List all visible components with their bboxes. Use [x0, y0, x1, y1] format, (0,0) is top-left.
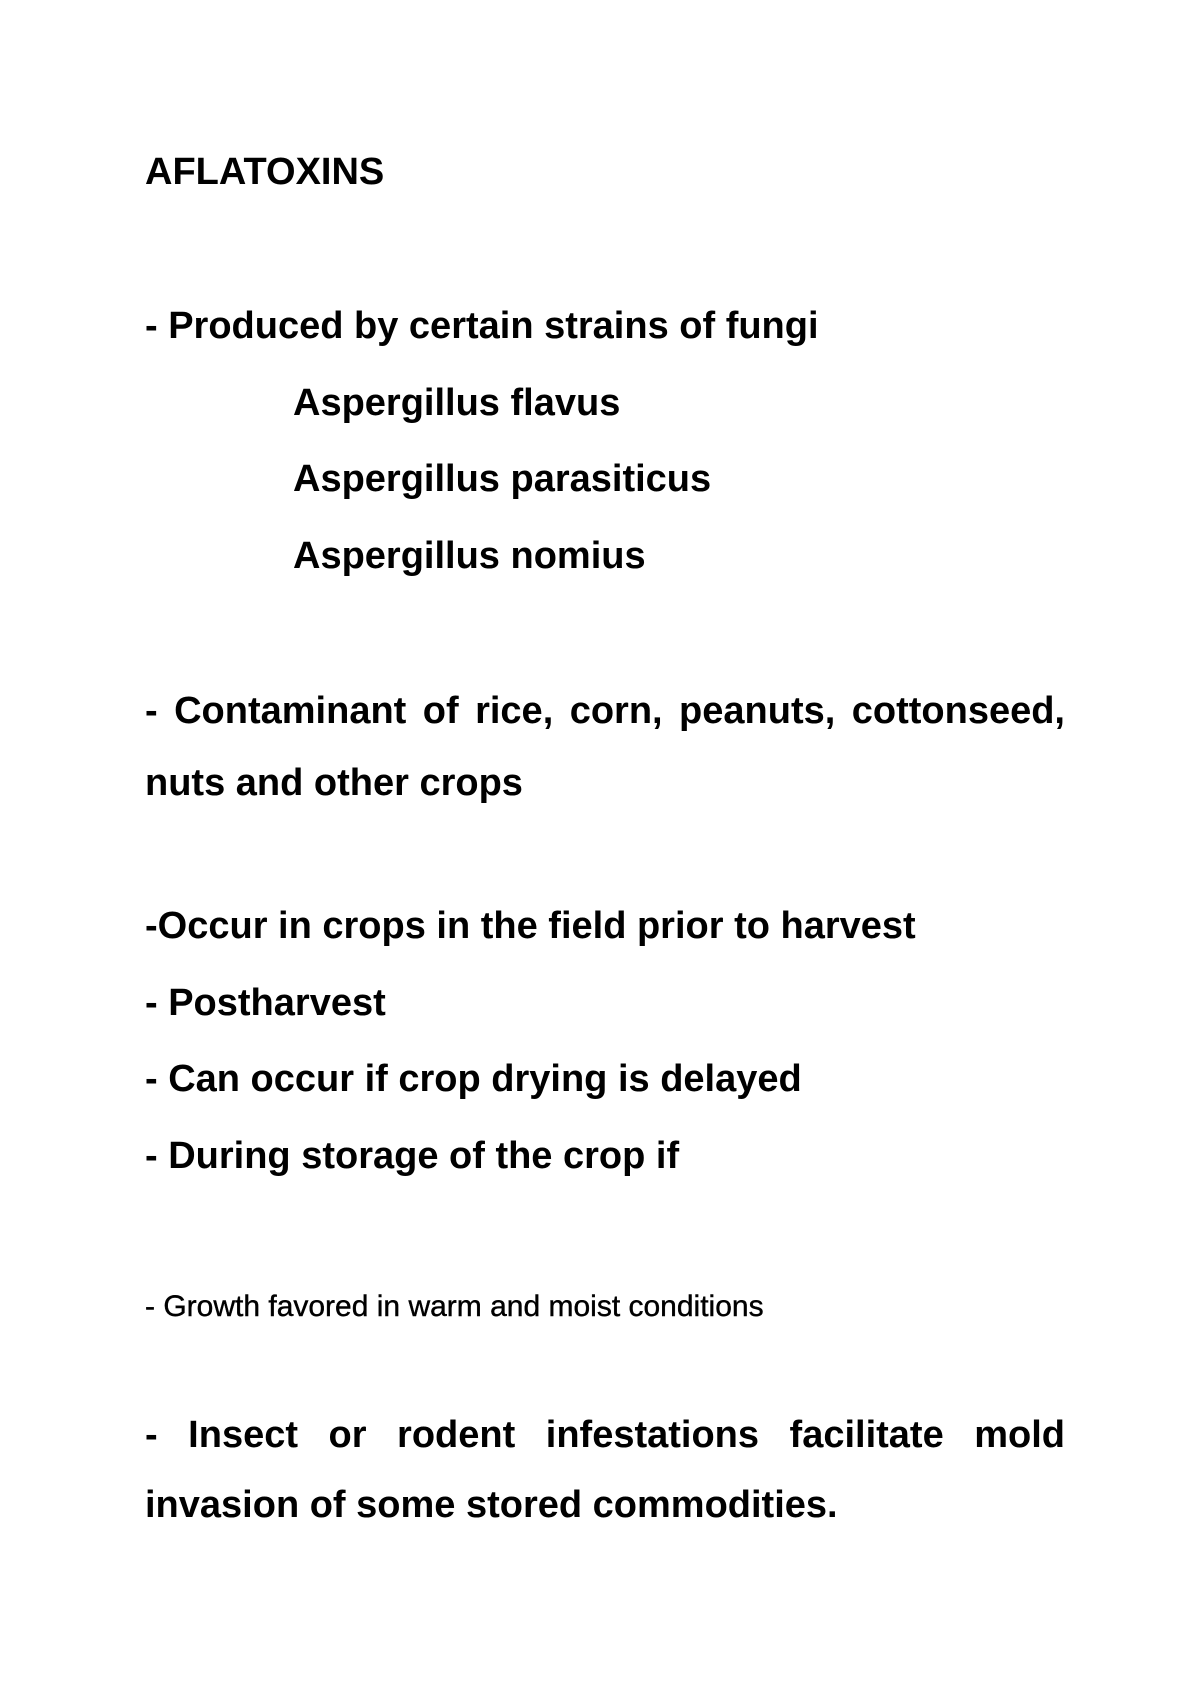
- document-title: AFLATOXINS: [145, 151, 385, 193]
- occurrence-item: -Occur in crops in the field prior to harvest: [145, 905, 916, 947]
- infestation-paragraph: - Insect or rodent infestations facilitate mold invasion of some stored commodities.: [145, 1414, 1065, 1526]
- species-item: Aspergillus nomius: [293, 535, 646, 577]
- growth-note: - Growth favored in warm and moist conditions: [145, 1290, 764, 1323]
- occurrence-item: - During storage of the crop if: [145, 1135, 680, 1177]
- occurrence-item: - Can occur if crop drying is delayed: [145, 1058, 802, 1100]
- producers-intro: - Produced by certain strains of fungi: [145, 305, 819, 347]
- species-item: Aspergillus flavus: [293, 382, 621, 424]
- species-item: Aspergillus parasiticus: [293, 458, 712, 500]
- contaminant-paragraph: - Contaminant of rice, corn, peanuts, cottonseed, nuts and other crops: [145, 690, 1065, 804]
- occurrence-item: - Postharvest: [145, 982, 386, 1024]
